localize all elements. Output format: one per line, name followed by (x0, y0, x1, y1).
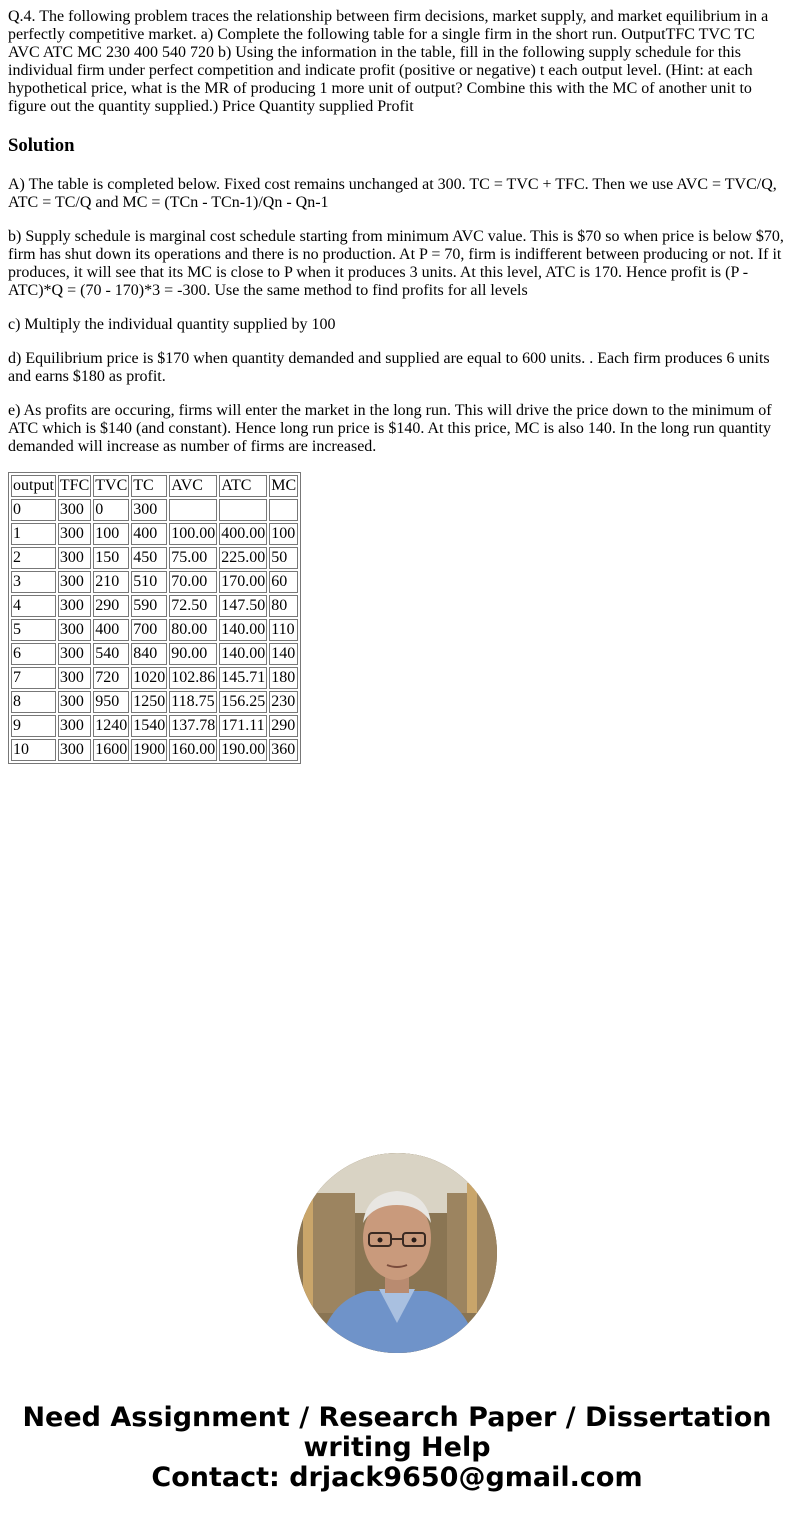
table-cell: 1900 (131, 739, 167, 761)
table-header-cell: TFC (58, 475, 91, 497)
table-row (11, 499, 298, 521)
table-cell: 140 (269, 643, 298, 665)
table-cell: 300 (58, 643, 91, 665)
table-cell: 170.00 (219, 571, 267, 593)
table-cell: 300 (58, 619, 91, 641)
solution-paragraph-b: b) Supply schedule is marginal cost schedule starting from minimum AVC value. This is $70 so when price is below $70, firm has shut down its operations and there is no production. At P = 70, firm is indifferent between producing or not. If it produces, it will see that its MC is close to P when it produces 3 units. At this level, ATC is 170. Hence profit is (P - ATC)*Q = (70 - 170)*3 = -300. Use the same method to find profits for all levels (8, 228, 784, 299)
table-row (11, 523, 298, 545)
table-cell: 1540 (131, 715, 167, 737)
table-row (11, 667, 298, 689)
table-cell: 840 (131, 643, 167, 665)
table-cell: 0 (11, 499, 56, 521)
table-cell: 300 (58, 499, 91, 521)
table-row (11, 571, 298, 593)
table-cell: 400.00 (219, 523, 267, 545)
table-cell: 300 (58, 523, 91, 545)
table-row (11, 547, 298, 569)
table-cell: 160.00 (169, 739, 217, 761)
table-cell: 2 (11, 547, 56, 569)
table-cell (269, 499, 298, 521)
table-header-cell: ATC (219, 475, 267, 497)
table-cell: 140.00 (219, 619, 267, 641)
table-header-cell: TC (131, 475, 167, 497)
question-text: Q.4. The following problem traces the relationship between firm decisions, market supply, and market equilibrium in a perfectly competitive market. a) Complete the following table for a single firm in the short run. OutputTFC TVC TC AVC ATC MC 230 400 540 720 b) Using the information in the table, fill in the following supply schedule for this individual firm under perfect competition and indicate profit (positive or negative) t each output level. (Hint: at each hypothetical price, what is the MR of producing 1 more unit of output? Combine this with the MC of another unit to figure out the quantity supplied.) Price Quantity supplied Profit (8, 8, 769, 115)
table-cell: 60 (269, 571, 298, 593)
table-cell: 300 (58, 739, 91, 761)
table-cell: 118.75 (169, 691, 217, 713)
table-cell: 90.00 (169, 643, 217, 665)
table-cell: 75.00 (169, 547, 217, 569)
table-cell: 1250 (131, 691, 167, 713)
table-cell: 102.86 (169, 667, 217, 689)
table-header-cell: TVC (93, 475, 129, 497)
table-cell: 100 (269, 523, 298, 545)
table-cell: 9 (11, 715, 56, 737)
table-row (11, 715, 298, 737)
table-cell: 156.25 (219, 691, 267, 713)
table-cell: 590 (131, 595, 167, 617)
table-cell: 1 (11, 523, 56, 545)
table-cell: 700 (131, 619, 167, 641)
table-cell: 70.00 (169, 571, 217, 593)
table-cell: 50 (269, 547, 298, 569)
table-header-cell: MC (269, 475, 298, 497)
person-portrait-icon (297, 1153, 497, 1353)
table-cell: 300 (58, 715, 91, 737)
banner-line-2: writing Help (303, 1432, 491, 1463)
table-header-cell: output (11, 475, 56, 497)
table-cell: 400 (131, 523, 167, 545)
solution-heading: Solution (8, 135, 75, 156)
table-cell: 7 (11, 667, 56, 689)
cost-table (8, 472, 301, 764)
table-cell: 300 (131, 499, 167, 521)
table-cell: 540 (93, 643, 129, 665)
table-cell (169, 499, 217, 521)
document-body (8, 8, 786, 764)
table-cell: 300 (58, 595, 91, 617)
table-cell: 4 (11, 595, 56, 617)
banner-line-1: Need Assignment / Research Paper / Dissertation (22, 1402, 772, 1433)
table-cell: 300 (58, 667, 91, 689)
table-cell: 950 (93, 691, 129, 713)
table-cell: 1240 (93, 715, 129, 737)
table-cell: 72.50 (169, 595, 217, 617)
banner-contact-email: Contact: drjack9650@gmail.com (151, 1462, 643, 1493)
table-cell: 300 (58, 571, 91, 593)
table-cell: 10 (11, 739, 56, 761)
table-cell: 147.50 (219, 595, 267, 617)
table-header-row (11, 475, 298, 497)
table-cell: 3 (11, 571, 56, 593)
table-cell: 100 (93, 523, 129, 545)
table-cell: 100.00 (169, 523, 217, 545)
table-cell: 8 (11, 691, 56, 713)
table-cell: 171.11 (219, 715, 267, 737)
table-cell: 0 (93, 499, 129, 521)
table-cell: 80.00 (169, 619, 217, 641)
author-photo (297, 1153, 497, 1353)
table-cell: 145.71 (219, 667, 267, 689)
table-cell: 400 (93, 619, 129, 641)
solution-paragraph-e: e) As profits are occuring, firms will enter the market in the long run. This will drive the price down to the minimum of ATC which is $140 (and constant). Hence long run price is $140. At this price, MC is also 140. In the long run quantity demanded will increase as number of firms are increased. (8, 402, 772, 455)
table-cell: 1600 (93, 739, 129, 761)
table-cell: 210 (93, 571, 129, 593)
table-cell: 190.00 (219, 739, 267, 761)
table-row (11, 619, 298, 641)
table-cell: 290 (93, 595, 129, 617)
table-header-cell: AVC (169, 475, 217, 497)
table-cell: 5 (11, 619, 56, 641)
table-cell: 450 (131, 547, 167, 569)
table-cell: 1020 (131, 667, 167, 689)
solution-paragraph-d: d) Equilibrium price is $170 when quantity demanded and supplied are equal to 600 units. . Each firm produces 6 units and earns $180 as profit. (8, 350, 770, 385)
help-contact-banner (0, 1403, 794, 1493)
table-cell: 360 (269, 739, 298, 761)
table-cell (219, 499, 267, 521)
table-cell: 225.00 (219, 547, 267, 569)
table-row (11, 595, 298, 617)
table-row (11, 691, 298, 713)
table-cell: 137.78 (169, 715, 217, 737)
table-cell: 510 (131, 571, 167, 593)
table-row (11, 739, 298, 761)
table-cell: 80 (269, 595, 298, 617)
table-cell: 140.00 (219, 643, 267, 665)
table-cell: 180 (269, 667, 298, 689)
table-cell: 230 (269, 691, 298, 713)
table-cell: 150 (93, 547, 129, 569)
solution-paragraph-c: c) Multiply the individual quantity supplied by 100 (8, 316, 336, 333)
table-cell: 300 (58, 547, 91, 569)
table-cell: 6 (11, 643, 56, 665)
solution-paragraph-a: A) The table is completed below. Fixed cost remains unchanged at 300. TC = TVC + TFC. Then we use AVC = TVC/Q, ATC = TC/Q and MC = (TCn - TCn-1)/Qn - Qn-1 (8, 176, 777, 211)
table-cell: 720 (93, 667, 129, 689)
table-cell: 110 (269, 619, 298, 641)
table-row (11, 643, 298, 665)
table-cell: 300 (58, 691, 91, 713)
table-cell: 290 (269, 715, 298, 737)
